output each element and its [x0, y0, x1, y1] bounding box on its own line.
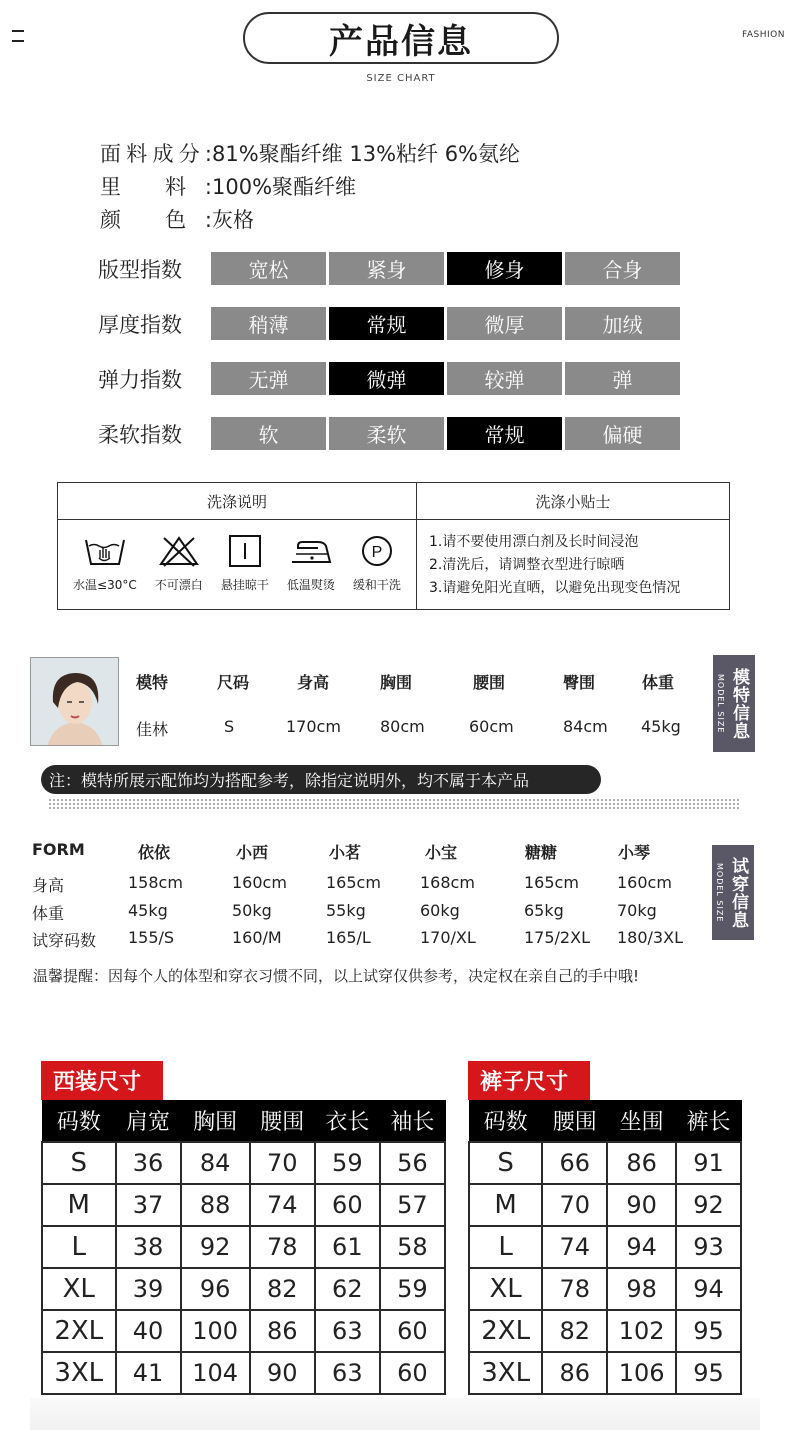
size-cell: 38	[116, 1226, 181, 1268]
model-value: S	[224, 717, 235, 736]
fitting-cell: 65kg	[524, 901, 564, 920]
size-cell: 78	[250, 1226, 315, 1268]
fitting-cell: 70kg	[617, 901, 657, 920]
size-cell: 61	[315, 1226, 380, 1268]
fitting-cell: 体重	[32, 904, 65, 923]
size-header: 坐围	[607, 1101, 676, 1142]
size-cell: 84	[181, 1142, 250, 1184]
size-cell: 70	[542, 1184, 607, 1226]
size-row	[469, 1352, 741, 1394]
index-option: 修身	[447, 252, 562, 285]
fabric-label: 颜 色:	[100, 208, 212, 232]
fitting-cell: 180/3XL	[617, 928, 683, 947]
index-option: 弹	[565, 362, 680, 395]
size-cell: L	[469, 1226, 542, 1268]
size-cell: 60	[315, 1184, 380, 1226]
care-item	[221, 534, 269, 609]
index-label: 厚度指数	[98, 313, 182, 337]
size-header: 肩宽	[116, 1101, 181, 1142]
size-cell: 37	[116, 1184, 181, 1226]
size-header: 腰围	[542, 1101, 607, 1142]
fitting-cell: 165cm	[326, 873, 381, 892]
size-cell: 93	[676, 1226, 741, 1268]
index-options	[211, 252, 680, 285]
wash-tip: 1.请不要使用漂白剂及长时间浸泡	[429, 534, 639, 550]
index-option: 柔软	[329, 417, 444, 450]
water-temp-icon	[82, 534, 128, 568]
fitting-tip: 温馨提醒：因每个人的体型和穿衣习惯不同，以上试穿仅供参考，决定权在亲自己的手中哦!	[33, 967, 640, 985]
fitting-info-tag	[712, 845, 754, 940]
index-option: 常规	[447, 417, 562, 450]
wash-tip: 2.清洗后，请调整衣型进行晾晒	[429, 557, 625, 573]
model-info-tag-en: MODEL SIZE	[716, 673, 725, 734]
wash-tips-title: 洗涤小贴士	[417, 483, 729, 520]
size-header: 码数	[469, 1101, 542, 1142]
size-row	[469, 1268, 741, 1310]
size-cell: 58	[380, 1226, 445, 1268]
size-header: 裤长	[676, 1101, 741, 1142]
size-row	[42, 1268, 445, 1310]
size-cell: 59	[315, 1142, 380, 1184]
wash-tip: 3.请避免阳光直晒，以避免出现变色情况	[429, 580, 681, 596]
size-cell: 95	[676, 1352, 741, 1394]
care-item	[73, 534, 137, 609]
fabric-value: 100%聚酯纤维	[212, 175, 357, 199]
fabric-row	[100, 138, 520, 168]
care-label: 悬挂晾干	[220, 578, 269, 592]
fitting-cell: 身高	[32, 876, 65, 895]
fitting-info-tag-en: MODEL SIZE	[715, 862, 724, 923]
menu-icon	[12, 30, 24, 42]
fabric-label: 里 料:	[100, 175, 212, 199]
model-header: 身高	[297, 673, 330, 692]
model-info-tag	[713, 655, 755, 752]
model-header: 体重	[642, 673, 675, 692]
index-option: 无弹	[211, 362, 326, 395]
size-row	[42, 1184, 445, 1226]
model-header: 胸围	[380, 673, 413, 692]
wash-tips	[417, 520, 729, 609]
size-header: 衣长	[315, 1101, 380, 1142]
fitting-cell: 175/2XL	[524, 928, 590, 947]
size-cell: 82	[250, 1268, 315, 1310]
fitting-cell: 158cm	[128, 873, 183, 892]
size-row	[469, 1226, 741, 1268]
fitting-header: FORM	[32, 840, 85, 859]
size-cell: 3XL	[469, 1352, 542, 1394]
care-label: 缓和干洗	[352, 578, 401, 592]
size-cell: S	[42, 1142, 116, 1184]
size-cell: 88	[181, 1184, 250, 1226]
index-option: 偏硬	[565, 417, 680, 450]
fitting-cell: 160cm	[617, 873, 672, 892]
size-row	[42, 1352, 445, 1394]
size-header: 腰围	[250, 1101, 315, 1142]
size-cell: 94	[676, 1268, 741, 1310]
fabric-row	[100, 204, 254, 234]
index-options	[211, 307, 680, 340]
index-option: 宽松	[211, 252, 326, 285]
index-option: 合身	[565, 252, 680, 285]
size-cell: 95	[676, 1310, 741, 1352]
index-label: 版型指数	[98, 258, 182, 282]
fitting-cell: 50kg	[232, 901, 272, 920]
index-option: 软	[211, 417, 326, 450]
size-header: 码数	[42, 1101, 116, 1142]
size-cell: 94	[607, 1226, 676, 1268]
footer-shade	[30, 1398, 760, 1430]
size-cell: 86	[250, 1310, 315, 1352]
size-cell: 57	[380, 1184, 445, 1226]
care-label: 低温熨烫	[286, 578, 335, 592]
fitting-header: 糖糖	[525, 843, 558, 862]
fitting-cell: 170/XL	[420, 928, 476, 947]
size-cell: M	[469, 1184, 542, 1226]
size-cell: 100	[181, 1310, 250, 1352]
fitting-cell: 55kg	[326, 901, 366, 920]
model-value: 45kg	[641, 717, 681, 736]
index-label: 柔软指数	[98, 423, 182, 447]
page-title: 产品信息	[243, 12, 559, 64]
index-option: 紧身	[329, 252, 444, 285]
model-value: 佳林	[136, 720, 169, 739]
size-cell: M	[42, 1184, 116, 1226]
index-option: 微弹	[329, 362, 444, 395]
model-value: 60cm	[469, 717, 514, 736]
low-iron-icon	[288, 534, 334, 568]
care-item	[155, 534, 203, 609]
size-cell: 86	[607, 1142, 676, 1184]
fitting-cell: 165/L	[326, 928, 371, 947]
size-cell: 104	[181, 1352, 250, 1394]
size-cell: S	[469, 1142, 542, 1184]
size-cell: 90	[607, 1184, 676, 1226]
hang-dry-icon	[222, 534, 268, 568]
size-header-row	[469, 1101, 741, 1142]
size-cell: 90	[250, 1352, 315, 1394]
size-cell: 62	[315, 1268, 380, 1310]
dotted-divider	[48, 798, 740, 810]
size-cell: 106	[607, 1352, 676, 1394]
size-cell: 39	[116, 1268, 181, 1310]
size-cell: 82	[542, 1310, 607, 1352]
fitting-header: 依依	[138, 843, 171, 862]
size-row	[42, 1310, 445, 1352]
size-cell: XL	[42, 1268, 116, 1310]
dry-clean-glyph: P	[371, 544, 383, 561]
index-options	[211, 417, 680, 450]
no-bleach-icon	[156, 534, 202, 568]
size-cell: 102	[607, 1310, 676, 1352]
size-row	[42, 1142, 445, 1184]
fabric-label: 面料成分:	[100, 142, 212, 166]
size-cell: 36	[116, 1142, 181, 1184]
index-option: 微厚	[447, 307, 562, 340]
model-value: 84cm	[563, 717, 608, 736]
suit-size-title: 西装尺寸	[41, 1061, 163, 1100]
size-cell: 66	[542, 1142, 607, 1184]
size-cell: 59	[380, 1268, 445, 1310]
care-item	[353, 534, 401, 609]
model-header: 模特	[136, 673, 169, 692]
model-avatar	[30, 657, 119, 746]
index-option: 常规	[329, 307, 444, 340]
fitting-info-tag-label: 试穿信息	[728, 856, 748, 929]
index-option: 较弹	[447, 362, 562, 395]
fitting-cell: 160/M	[232, 928, 282, 947]
model-info-tag-label: 模特信息	[729, 667, 749, 740]
dry-clean-icon	[354, 534, 400, 568]
pants-size-table	[468, 1100, 742, 1395]
size-cell: 3XL	[42, 1352, 116, 1394]
model-value: 80cm	[380, 717, 425, 736]
size-row	[469, 1184, 741, 1226]
model-header: 腰围	[473, 673, 506, 692]
size-cell: L	[42, 1226, 116, 1268]
size-row	[469, 1142, 741, 1184]
care-symbols	[58, 520, 417, 609]
size-cell: 60	[380, 1352, 445, 1394]
size-header: 袖长	[380, 1101, 445, 1142]
fabric-value: 灰格	[212, 208, 254, 232]
size-cell: 78	[542, 1268, 607, 1310]
care-label: 水温≤30°C	[73, 578, 137, 592]
size-cell: 86	[542, 1352, 607, 1394]
size-header: 胸围	[181, 1101, 250, 1142]
size-cell: 2XL	[42, 1310, 116, 1352]
page-subtitle: SIZE CHART	[366, 73, 436, 84]
index-option: 稍薄	[211, 307, 326, 340]
fitting-cell: 60kg	[420, 901, 460, 920]
size-row	[469, 1310, 741, 1352]
accessory-note: 注：模特所展示配饰均为搭配参考，除指定说明外，均不属于本产品	[41, 765, 601, 794]
index-label: 弹力指数	[98, 368, 182, 392]
fitting-header: 小西	[236, 843, 269, 862]
size-cell: 96	[181, 1268, 250, 1310]
size-cell: 41	[116, 1352, 181, 1394]
size-cell: 74	[250, 1184, 315, 1226]
fitting-cell: 试穿码数	[32, 931, 97, 950]
size-cell: XL	[469, 1268, 542, 1310]
fitting-cell: 160cm	[232, 873, 287, 892]
size-cell: 91	[676, 1142, 741, 1184]
fitting-cell: 168cm	[420, 873, 475, 892]
size-row	[42, 1226, 445, 1268]
fitting-cell: 155/S	[128, 928, 175, 947]
wash-title: 洗涤说明	[58, 483, 417, 520]
size-cell: 63	[315, 1310, 380, 1352]
model-header: 臀围	[563, 673, 596, 692]
suit-size-table	[41, 1100, 446, 1395]
pants-size-title: 裤子尺寸	[468, 1061, 590, 1100]
wash-panel	[57, 482, 730, 610]
size-cell: 56	[380, 1142, 445, 1184]
size-cell: 60	[380, 1310, 445, 1352]
size-header-row	[42, 1101, 445, 1142]
fitting-cell: 165cm	[524, 873, 579, 892]
size-cell: 92	[181, 1226, 250, 1268]
fitting-header: 小宝	[425, 843, 458, 862]
size-cell: 63	[315, 1352, 380, 1394]
size-cell: 98	[607, 1268, 676, 1310]
fabric-value: 81%聚酯纤维 13%粘纤 6%氨纶	[212, 142, 521, 166]
fitting-header: 小琴	[618, 843, 651, 862]
fabric-row	[100, 171, 356, 201]
size-cell: 70	[250, 1142, 315, 1184]
brand-label: FASHION	[742, 30, 785, 40]
size-cell: 92	[676, 1184, 741, 1226]
size-cell: 74	[542, 1226, 607, 1268]
care-item	[287, 534, 335, 609]
care-label: 不可漂白	[154, 578, 203, 592]
index-options	[211, 362, 680, 395]
size-cell: 2XL	[469, 1310, 542, 1352]
size-cell: 40	[116, 1310, 181, 1352]
fitting-header: 小茗	[329, 843, 362, 862]
index-option: 加绒	[565, 307, 680, 340]
fitting-cell: 45kg	[128, 901, 168, 920]
model-value: 170cm	[286, 717, 341, 736]
model-header: 尺码	[217, 673, 250, 692]
